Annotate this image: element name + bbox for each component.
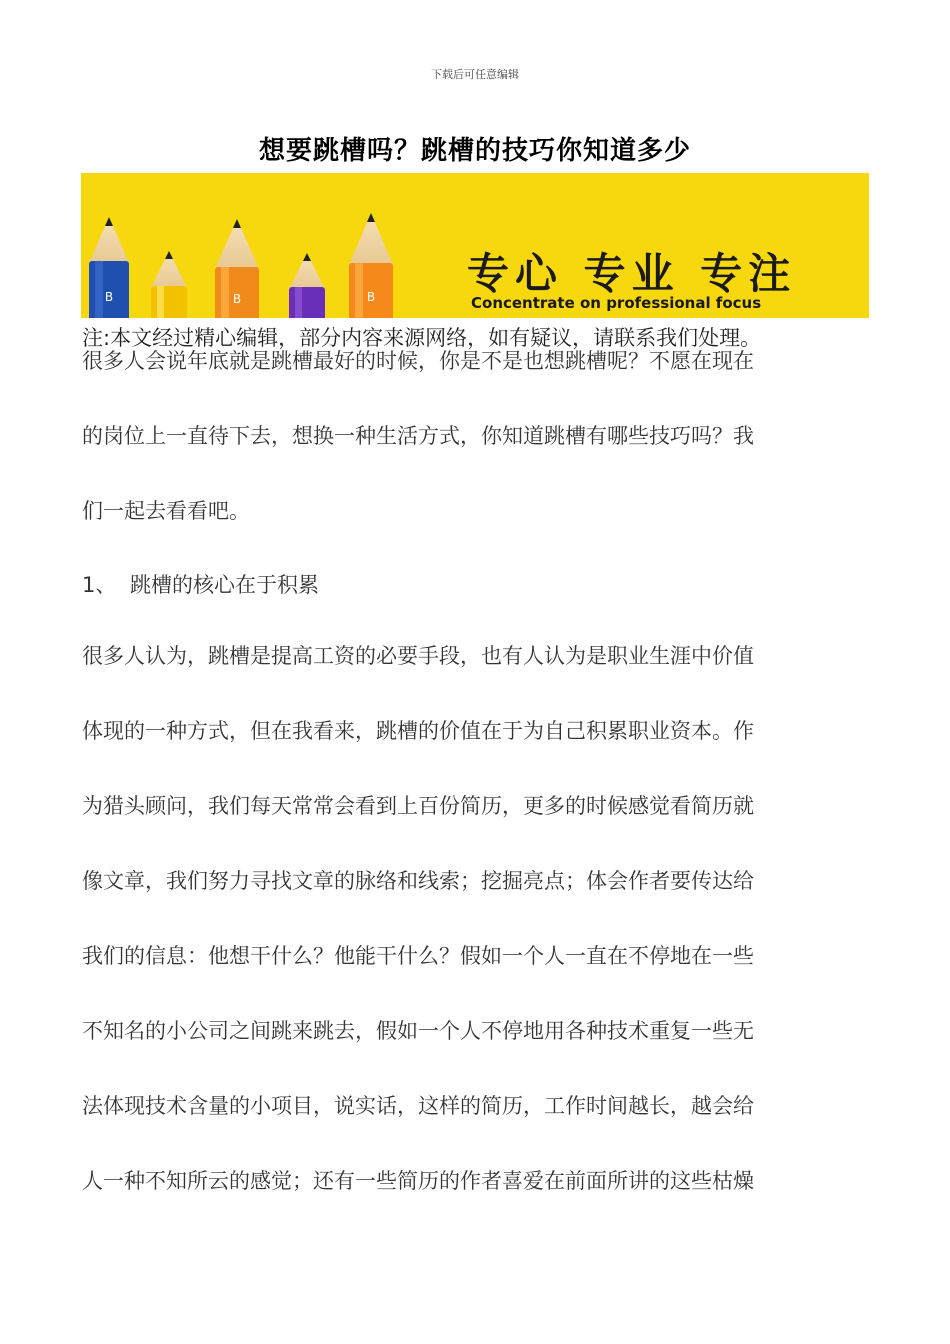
- paragraph-line: 很多人会说年底就是跳槽最好的时候，你是不是也想跳槽呢？不愿在现在: [82, 349, 754, 373]
- paragraph-line: 的岗位上一直待下去，想换一种生活方式，你知道跳槽有哪些技巧吗？我: [82, 424, 754, 448]
- pencil-label: B: [232, 292, 242, 306]
- pencil-icon-orange: [215, 219, 259, 318]
- pencil-icon-yellow: [151, 251, 187, 318]
- paragraph-line: 们一起去看看吧。: [82, 499, 250, 523]
- pencil-icon-orange-right: [349, 213, 393, 318]
- intro-paragraph: [82, 347, 872, 572]
- pencil-icon-purple: [289, 253, 325, 318]
- banner-slogan-english: Concentrate on professional focus: [471, 294, 762, 312]
- section-heading-text: 跳槽的核心在于积累: [130, 573, 319, 597]
- pencil-icon-blue: [89, 217, 129, 318]
- paragraph-line: 为猎头顾问，我们每天常常会看到上百份简历，更多的时候感觉看简历就: [82, 794, 754, 818]
- pencil-label: B: [104, 290, 114, 304]
- header-note: 下载后可任意编辑: [431, 68, 519, 81]
- paragraph-line: 像文章，我们努力寻找文章的脉络和线索；挖掘亮点；体会作者要传达给: [82, 869, 754, 893]
- paragraph-line: 人一种不知所云的感觉；还有一些简历的作者喜爱在前面所讲的这些枯燥: [82, 1169, 754, 1193]
- paragraph-line: 体现的一种方式，但在我看来，跳槽的价值在于为自己积累职业资本。作: [82, 719, 754, 743]
- paragraph-line: 我们的信息：他想干什么？他能干什么？假如一个人一直在不停地在一些: [82, 944, 754, 968]
- section-number: 1、: [82, 573, 117, 597]
- editor-note: 注:本文经过精心编辑，部分内容来源网络，如有疑议，请联系我们处理。: [82, 326, 762, 350]
- paragraph-line: 法体现技术含量的小项目，说实话，这样的简历，工作时间越长，越会给: [82, 1094, 754, 1118]
- banner-image: [81, 173, 869, 318]
- document-title: 想要跳槽吗？跳槽的技巧你知道多少: [258, 136, 691, 166]
- paragraph-line: 很多人认为，跳槽是提高工资的必要手段，也有人认为是职业生涯中价值: [82, 644, 754, 668]
- paragraph-line: 不知名的小公司之间跳来跳去，假如一个人不停地用各种技术重复一些无: [82, 1019, 754, 1043]
- banner-slogan: 专心 专业 专注: [467, 249, 797, 298]
- section-heading: [82, 569, 319, 599]
- pencil-label: B: [366, 290, 376, 304]
- section-paragraph: [82, 642, 872, 1242]
